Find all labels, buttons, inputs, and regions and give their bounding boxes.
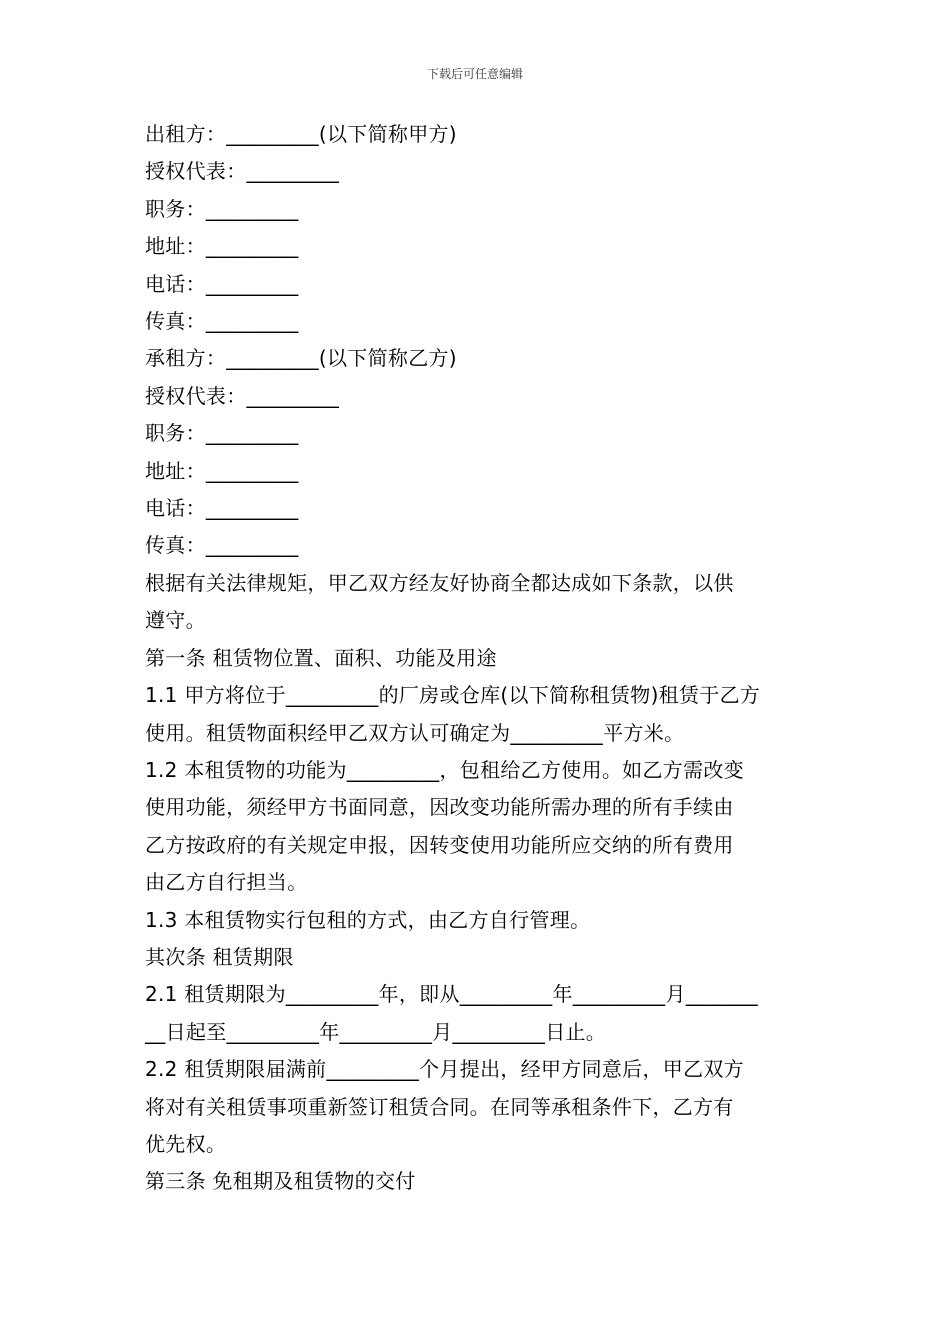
lessee-fax-line: 传真：_________	[145, 533, 299, 558]
page-header: 下载后可任意编辑	[426, 67, 523, 81]
clause-line: 1.2 本租赁物的功能为_________，包租给乙方使用。如乙方需改变	[145, 757, 744, 782]
clause-line: 乙方按政府的有关规定申报，因转变使用功能所应交纳的所有费用	[145, 832, 734, 857]
clause-line: 1.1 甲方将位于_________的厂房或仓库(以下简称租赁物)租赁于乙方	[145, 683, 761, 708]
clause-line: 优先权。	[145, 1131, 227, 1156]
clause-line: 由乙方自行担当。	[145, 870, 308, 895]
clause-line: 使用。租赁物面积经甲乙双方认可确定为_________平方米。	[145, 720, 685, 745]
lessor-fax-line: 传真：_________	[145, 309, 299, 334]
lessor-phone-line: 电话：_________	[145, 271, 299, 296]
document-body	[145, 116, 809, 1201]
clause-line: __日起至_________年_________月_________日止。	[145, 1019, 607, 1044]
article-heading: 第一条 租赁物位置、面积、功能及用途	[145, 645, 497, 670]
preamble-line: 遵守。	[145, 608, 206, 633]
lessor-position-line: 职务：_________	[145, 196, 299, 221]
clause-line: 2.2 租赁期限届满前_________个月提出，经甲方同意后，甲乙双方	[145, 1057, 744, 1082]
lessee-line: 承租方：_________(以下简称乙方)	[145, 346, 457, 371]
clause-line: 2.1 租赁期限为_________年，即从_________年_________月_______	[145, 982, 758, 1007]
article-heading: 其次条 租赁期限	[145, 944, 294, 969]
lessee-phone-line: 电话：_________	[145, 496, 299, 521]
lessee-representative-line: 授权代表：_________	[145, 383, 340, 408]
lessor-representative-line: 授权代表：_________	[145, 159, 340, 184]
lessor-line: 出租方：_________(以下简称甲方)	[145, 122, 457, 146]
clause-line: 使用功能，须经甲方书面同意，因改变功能所需办理的所有手续由	[145, 795, 734, 820]
article-heading: 第三条 免租期及租赁物的交付	[145, 1169, 416, 1194]
clause-line: 将对有关租赁事项重新签订租赁合同。在同等承租条件下，乙方有	[145, 1094, 734, 1119]
lessee-position-line: 职务：_________	[145, 421, 299, 446]
preamble-line: 根据有关法律规矩，甲乙双方经友好协商全都达成如下条款，以供	[145, 570, 734, 595]
lessee-address-line: 地址：_________	[145, 458, 299, 483]
lessor-address-line: 地址：_________	[145, 234, 299, 259]
clause-line: 1.3 本租赁物实行包租的方式，由乙方自行管理。	[145, 907, 591, 932]
